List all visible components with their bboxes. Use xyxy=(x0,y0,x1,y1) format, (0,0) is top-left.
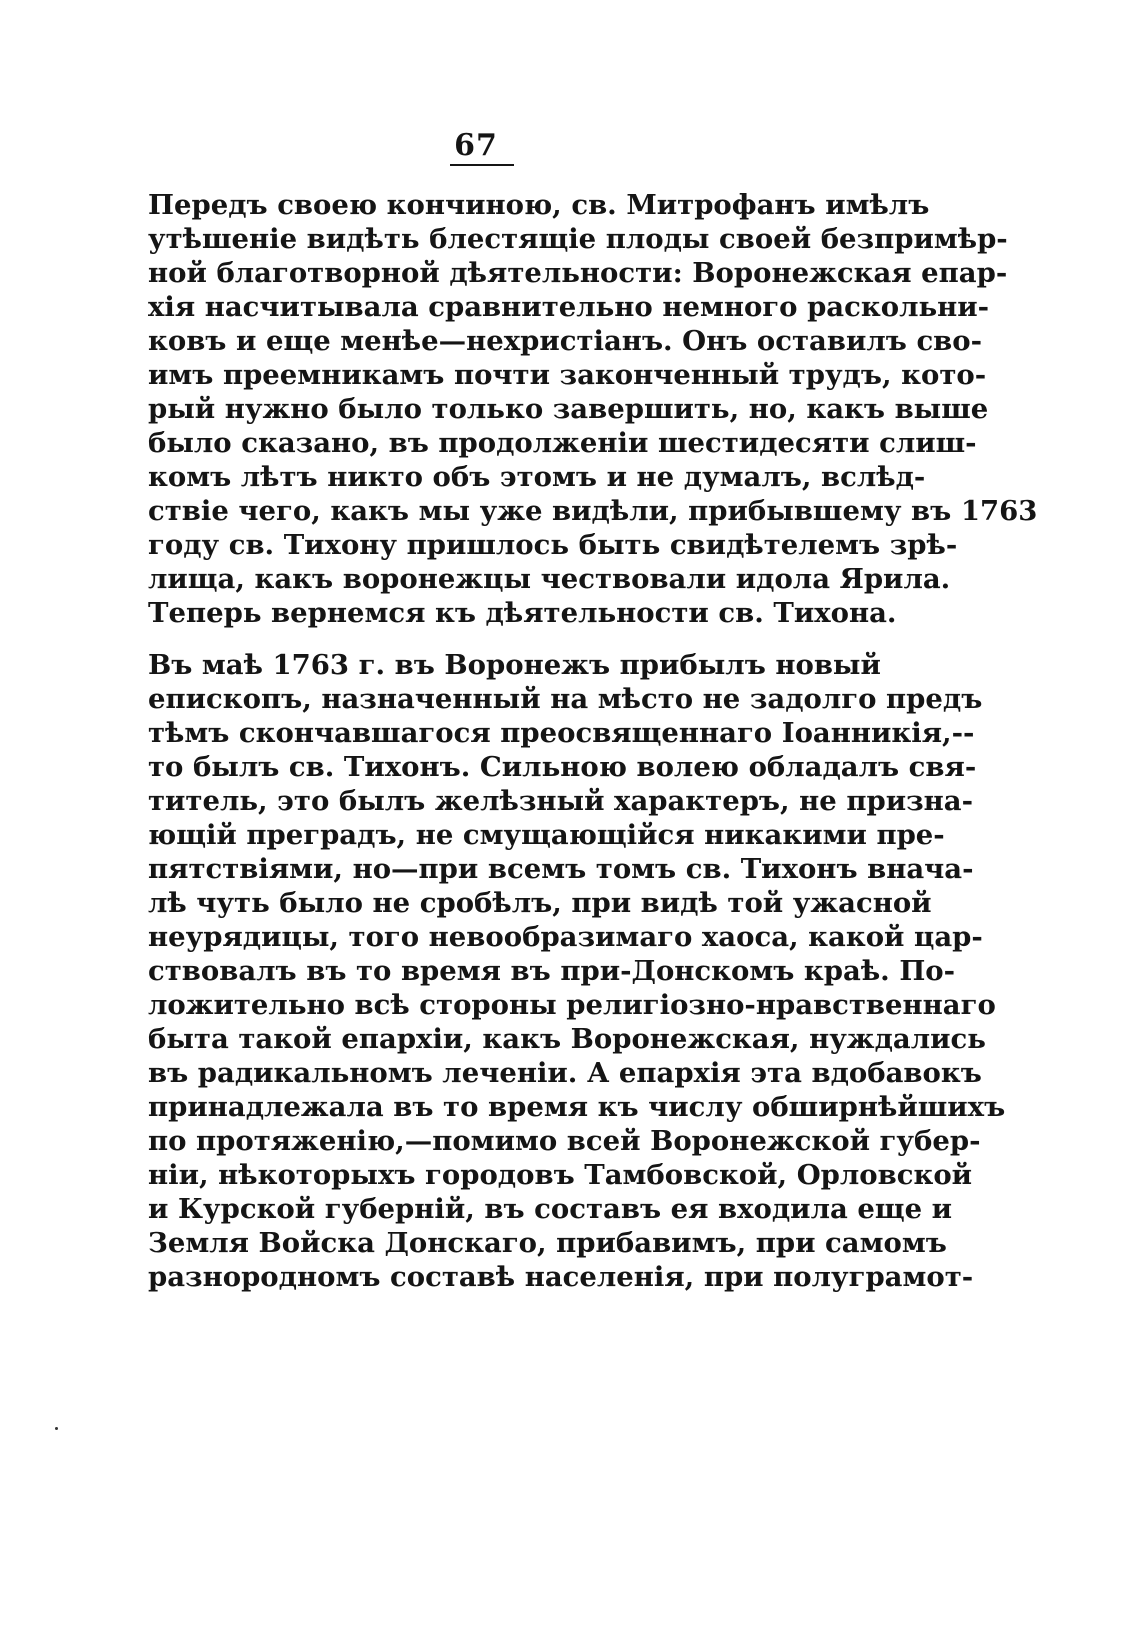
text-line: году св. Тихону пришлось быть свидѣтелемъ зрѣ- xyxy=(148,529,958,561)
text-line: по протяженію,—помимо всей Воронежской губер- xyxy=(148,1125,981,1157)
text-line: ковъ и еще менѣе—нехристіанъ. Онъ оставилъ сво- xyxy=(148,325,983,357)
paragraph-2 xyxy=(148,648,1006,1294)
text-line: ложительно всѣ стороны религіозно-нравственнаго xyxy=(148,989,996,1021)
text-line: хія насчитывала сравнительно немного раскольни- xyxy=(148,291,990,323)
paragraph-1 xyxy=(148,188,1038,630)
text-line: епископъ, назначенный на мѣсто не задолго предъ xyxy=(148,683,983,715)
paragraph-gap xyxy=(148,630,858,648)
text-line: было сказано, въ продолженіи шестидесяти слиш- xyxy=(148,427,977,459)
text-line: ствовалъ въ то время въ при-Донскомъ краѣ. По- xyxy=(148,955,956,987)
text-line: тѣмъ скончавшагося преосвященнаго Іоанникія,-- xyxy=(148,717,975,749)
text-line: комъ лѣтъ никто объ этомъ и не думалъ, вслѣд- xyxy=(148,461,926,493)
text-line: въ радикальномъ леченіи. А епархія эта вдобавокъ xyxy=(148,1057,982,1089)
text-line: лѣ чуть было не сробѣлъ, при видѣ той ужасной xyxy=(148,887,932,919)
text-line: быта такой епархіи, какъ Воронежская, нуждались xyxy=(148,1023,986,1055)
text-line: Земля Войска Донскаго, прибавимъ, при самомъ xyxy=(148,1227,947,1259)
text-line: Передъ своею кончиною, св. Митрофанъ имѣлъ xyxy=(148,189,930,221)
text-line: Въ маѣ 1763 г. въ Воронежъ прибылъ новый xyxy=(148,649,881,681)
text-line: Теперь вернемся къ дѣятельности св. Тихона. xyxy=(148,597,897,629)
text-line: ной благотворной дѣятельности: Воронежская епар- xyxy=(148,257,1008,289)
text-line: ствіе чего, какъ мы уже видѣли, прибывшему въ 1763 xyxy=(148,495,1038,527)
text-line: лища, какъ воронежцы чествовали идола Ярила. xyxy=(148,563,951,595)
text-line: титель, это былъ желѣзный характеръ, не призна- xyxy=(148,785,974,817)
text-line: то былъ св. Тихонъ. Сильною волею обладалъ свя- xyxy=(148,751,977,783)
page-number: 67 xyxy=(454,128,498,163)
text-line: имъ преемникамъ почти законченный трудъ, кото- xyxy=(148,359,987,391)
text-line: пятствіями, но—при всемъ томъ св. Тихонъ внача- xyxy=(148,853,974,885)
text-line: утѣшеніе видѣть блестящіе плоды своей безпримѣр- xyxy=(148,223,1008,255)
text-line: и Курской губерній, въ составъ ея входила еще и xyxy=(148,1193,953,1225)
text-line: неурядицы, того невообразимаго хаоса, какой цар- xyxy=(148,921,983,953)
body-text xyxy=(148,188,1038,1294)
text-line: разнородномъ составѣ населенія, при полуграмот- xyxy=(148,1261,974,1293)
text-line: ніи, нѣкоторыхъ городовъ Тамбовской, Орловской xyxy=(148,1159,973,1191)
print-speck xyxy=(55,1427,58,1430)
text-line: ющій преградъ, не смущающійся никакими пре- xyxy=(148,819,945,851)
text-line: принадлежала въ то время къ числу обширнѣйшихъ xyxy=(148,1091,1006,1123)
page-number-underline xyxy=(450,164,514,166)
text-line: рый нужно было только завершить, но, какъ выше xyxy=(148,393,989,425)
